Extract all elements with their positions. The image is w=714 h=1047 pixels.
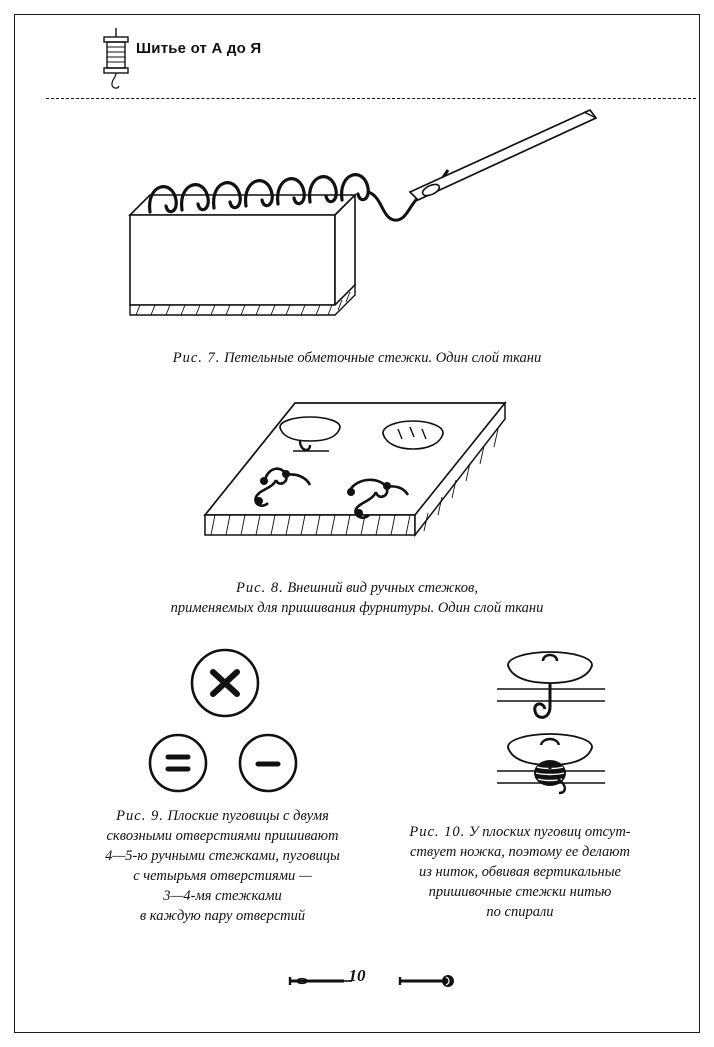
figure-9-caption-line-2: сквозными отверстиями пришивают [106,828,339,844]
figure-8-caption [57,578,657,618]
pin-icon [398,968,458,994]
figure-9-caption-line-3: 4—5-ю ручными стежками, пуговицы [105,848,340,864]
figure-blanket-stitch [110,100,630,345]
figure-hand-stitches [190,385,520,570]
figure-10-label: Рис. 10. [409,824,466,840]
figure-10-caption-line-2: ствует ножка, поэтому ее делают [410,844,630,860]
figure-10-caption-line-1: У плоских пуговиц отсут- [468,824,631,840]
figure-9-caption-line-4: с четырьмя отверстиями — [133,868,312,884]
running-head: Шитье от А до Я [136,40,262,57]
figure-flat-buttons [140,645,350,795]
figure-10-caption-line-3: из ниток, обвивая вертикальные [419,864,621,880]
figure-10-caption-line-5: по спирали [486,904,554,920]
figure-7-caption-line-1: Петельные обметочные стежки. Один слой ткани [224,350,542,366]
figure-10-caption-line-4: пришивочные стежки нитью [428,884,612,900]
figure-8-caption-line-1: Внешний вид ручных стежков, [287,580,478,596]
figure-9-caption-line-1: Плоские пуговицы с двумя [167,808,329,824]
figure-thread-shank [455,645,645,800]
figure-9-caption-line-6: в каждую пару отверстий [139,908,306,924]
header-divider [46,98,696,99]
figure-9-caption [85,806,360,926]
figure-8-caption-line-2: применяемых для пришивания фурнитуры. Один слой ткани [170,600,544,616]
page-number: 10 [348,966,366,985]
figure-7-label: Рис. 7. [172,350,221,366]
page-header [14,26,700,76]
figure-7-caption [57,348,657,368]
figure-9-label: Рис. 9. [116,808,164,824]
figure-10-caption [385,822,655,922]
figure-9-caption-line-5: 3—4-мя стежками [163,888,282,904]
page-footer [0,960,714,1010]
figure-8-label: Рис. 8. [236,580,284,596]
thread-spool-icon [98,28,134,92]
needle-icon [286,968,352,994]
